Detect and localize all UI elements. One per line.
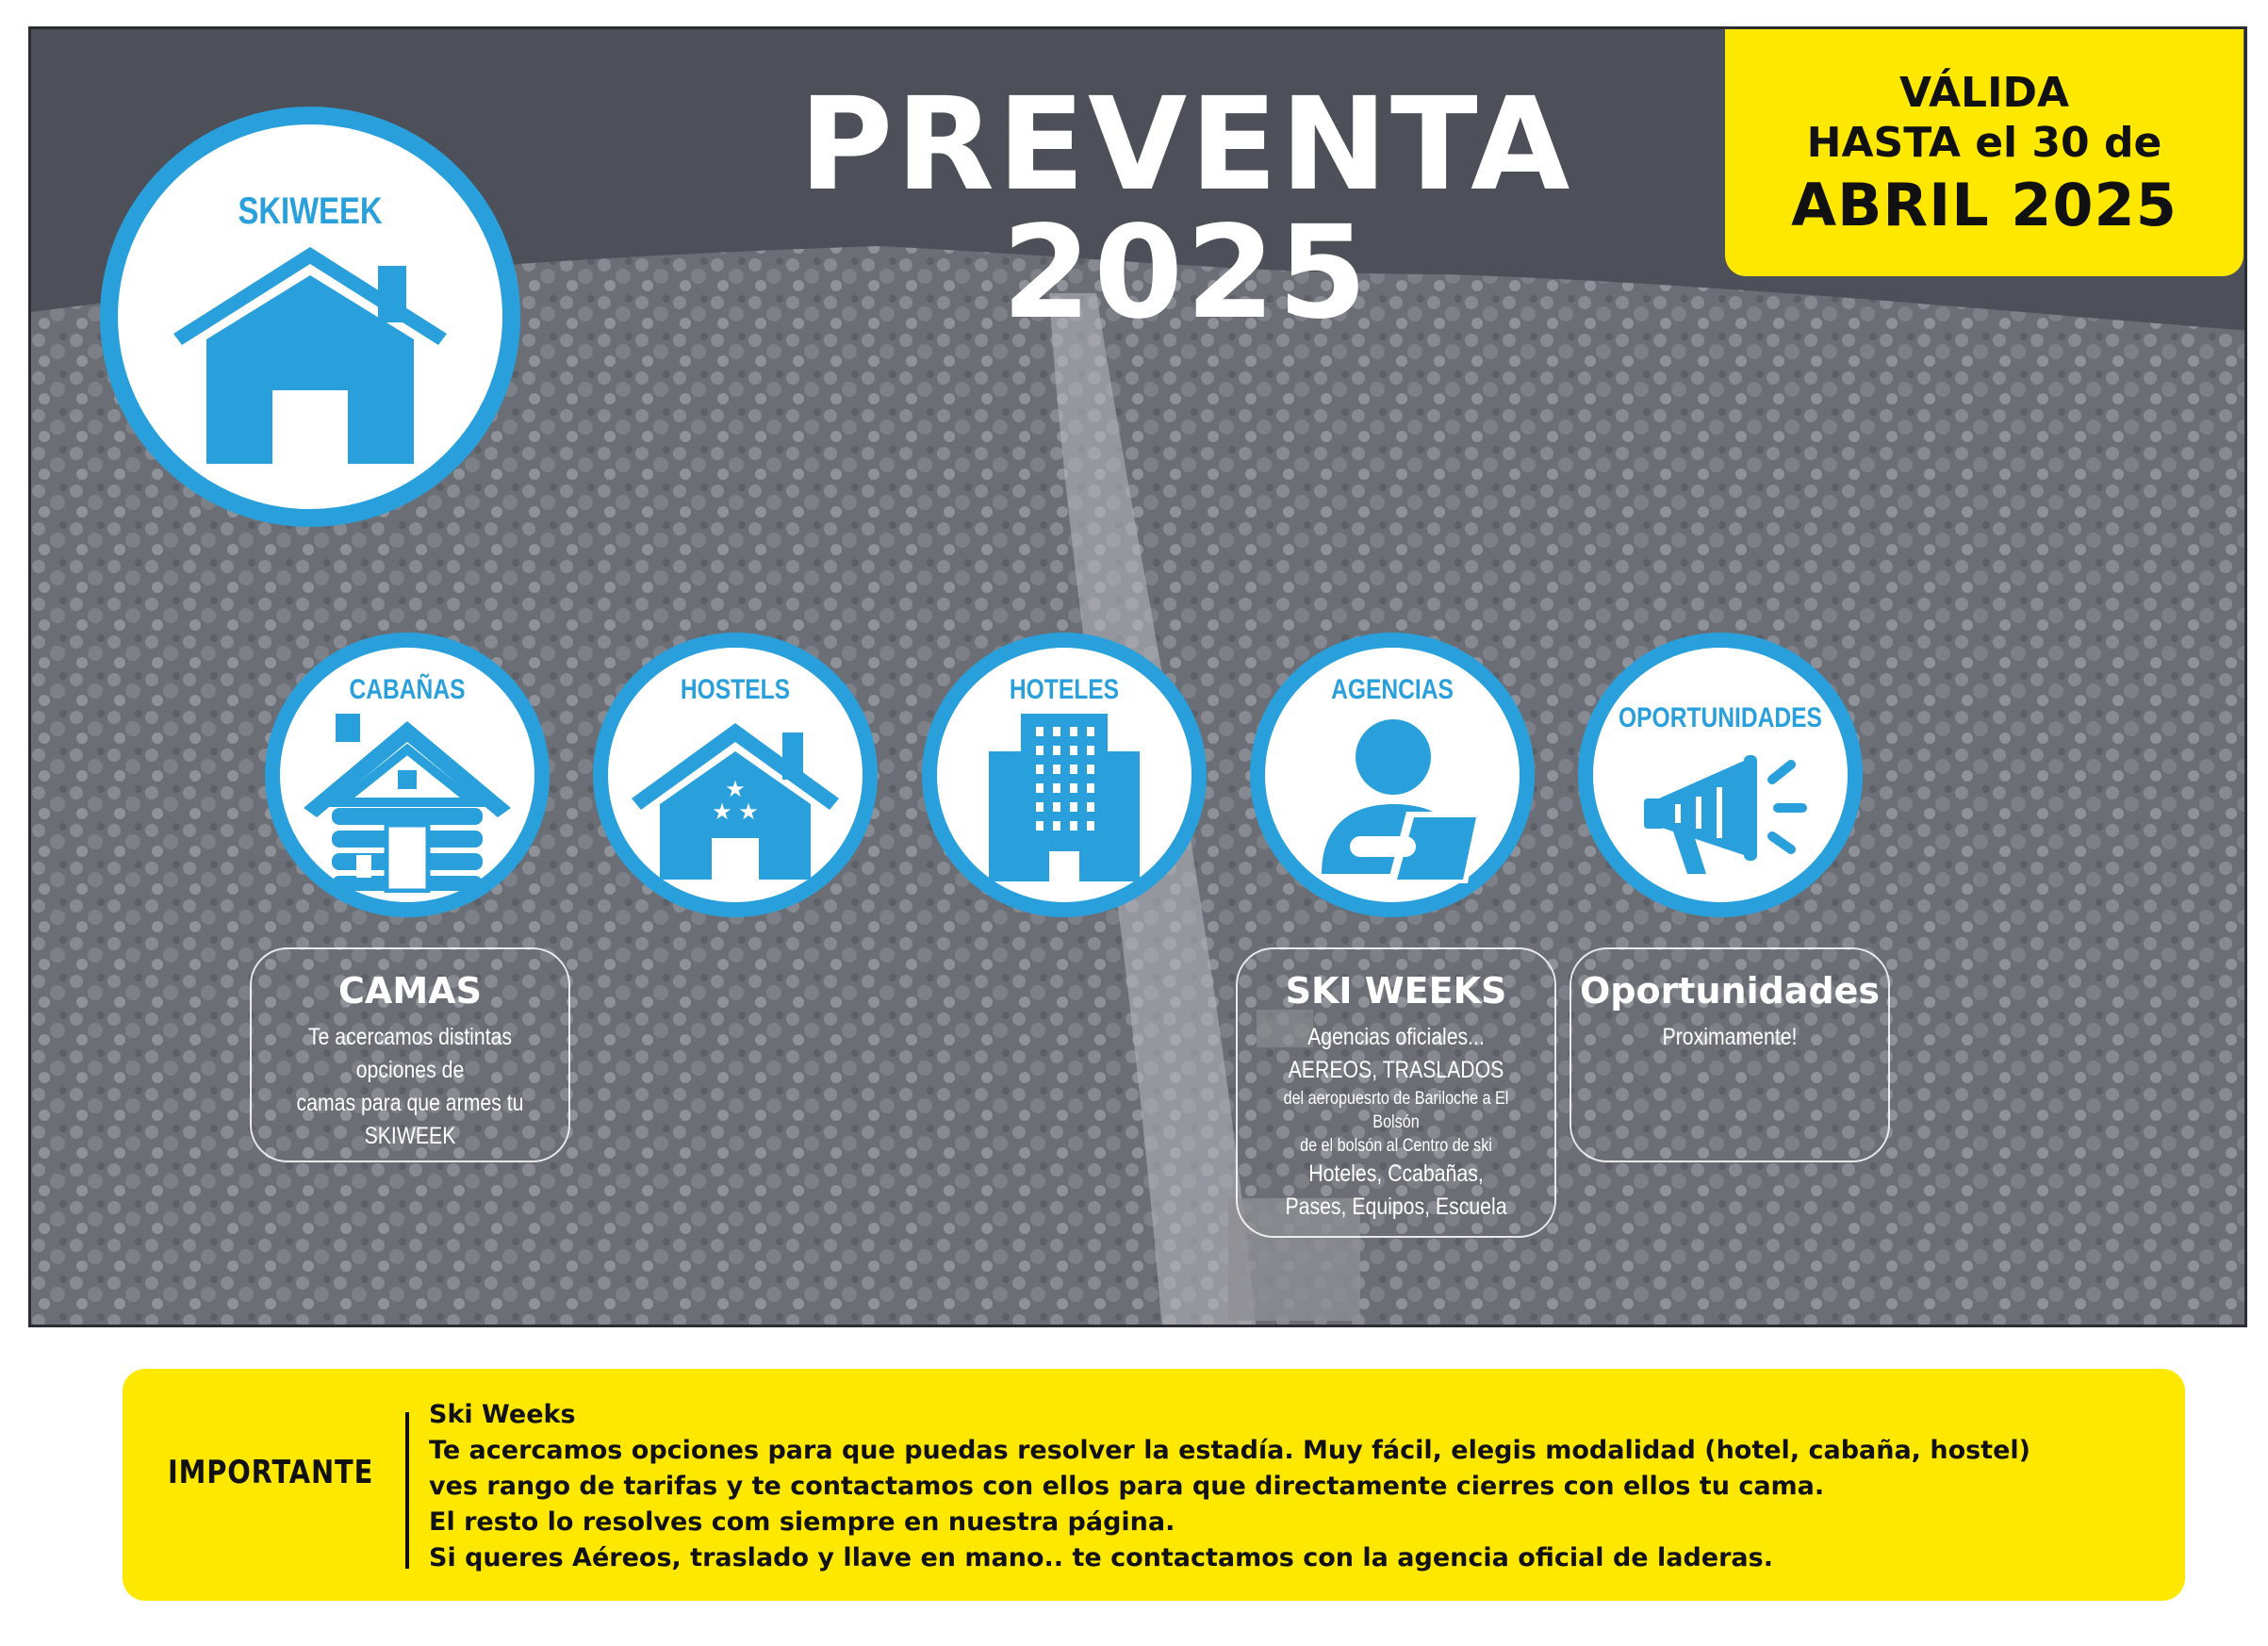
oportunidades-label: OPORTUNIDADES <box>1619 702 1822 733</box>
camas-line-1: Te acercamos distintas opciones de <box>307 1024 513 1083</box>
svg-text:★: ★ <box>725 776 746 802</box>
important-notice <box>123 1369 2185 1601</box>
oportunidades-title: Oportunidades <box>1579 970 1881 1012</box>
validity-badge <box>1725 29 2243 276</box>
camas-title: CAMAS <box>338 970 482 1012</box>
hoteles-label: HOTELES <box>1009 674 1120 705</box>
important-line-4: El resto lo resolves com siempre en nuestra página. <box>429 1507 1175 1537</box>
cabanas-circle[interactable] <box>265 633 550 917</box>
svg-text:★: ★ <box>712 798 732 825</box>
skiweeks-line-6: Pases, Equipos, Escuela <box>1285 1193 1507 1220</box>
agencias-circle[interactable] <box>1250 633 1535 917</box>
hostels-circle[interactable] <box>593 633 878 917</box>
important-text <box>429 1397 2030 1576</box>
hoteles-circle[interactable] <box>922 633 1207 917</box>
agencias-label: AGENCIAS <box>1331 674 1454 705</box>
important-line-3: ves rango de tarifas y te contactamos con ellos para que directamente cierres con ellos tu cama. <box>429 1472 1825 1501</box>
camas-line-2: camas para que armes tu SKIWEEK <box>296 1090 524 1149</box>
skiweeks-line-4: de el bolsón al Centro de ski <box>1300 1136 1492 1156</box>
megaphone-icon <box>1640 742 1829 883</box>
camas-description <box>275 1021 545 1153</box>
skiweek-label: SKIWEEK <box>238 190 383 232</box>
oportunidades-description <box>1595 1021 1865 1054</box>
oportunidades-circle[interactable] <box>1578 633 1863 917</box>
skiweeks-title: SKI WEEKS <box>1285 970 1507 1012</box>
oportunidades-line-1: Proximamente! <box>1662 1024 1798 1050</box>
cabanas-label: CABAÑAS <box>349 674 466 705</box>
skiweeks-description <box>1261 1021 1531 1224</box>
svg-text:★: ★ <box>738 798 759 825</box>
oportunidades-box <box>1570 947 1890 1162</box>
important-line-5: Si queres Aéreos, traslado y llave en mano.. te contactamos con la agencia oficial de laderas. <box>429 1543 1773 1572</box>
skiweeks-box <box>1236 947 1556 1238</box>
hostels-label: HOSTELS <box>680 674 791 705</box>
agent-icon <box>1303 714 1491 883</box>
hero-banner <box>28 26 2247 1327</box>
important-line-1: Ski Weeks <box>429 1400 576 1429</box>
important-divider <box>405 1412 409 1569</box>
skiweeks-line-5: Hoteles, Ccabañas, <box>1308 1160 1484 1187</box>
important-line-2: Te acercamos opciones para que puedas resolver la estadía. Muy fácil, elegis modalidad (hotel, cabaña, hostel) <box>429 1436 2030 1465</box>
hotel-building-icon <box>989 714 1140 883</box>
validity-line-2: HASTA el 30 de <box>1806 119 2162 167</box>
validity-line-3: ABRIL 2025 <box>1791 171 2178 239</box>
cabin-icon <box>304 704 511 893</box>
skiweek-circle <box>100 107 520 527</box>
important-label: IMPORTANTE <box>168 1454 374 1491</box>
hostel-house-icon <box>632 714 839 883</box>
validity-line-1: VÁLIDA <box>1898 69 2070 117</box>
skiweeks-line-3: del aeropuesrto de Bariloche a El Bolsón <box>1283 1089 1509 1132</box>
house-icon <box>169 228 452 473</box>
skiweeks-line-2: AEREOS, TRASLADOS <box>1288 1057 1504 1083</box>
skiweeks-line-1: Agencias oficiales... <box>1307 1024 1485 1050</box>
camas-box <box>250 947 570 1162</box>
page-title: PREVENTA 2025 <box>798 71 1573 348</box>
